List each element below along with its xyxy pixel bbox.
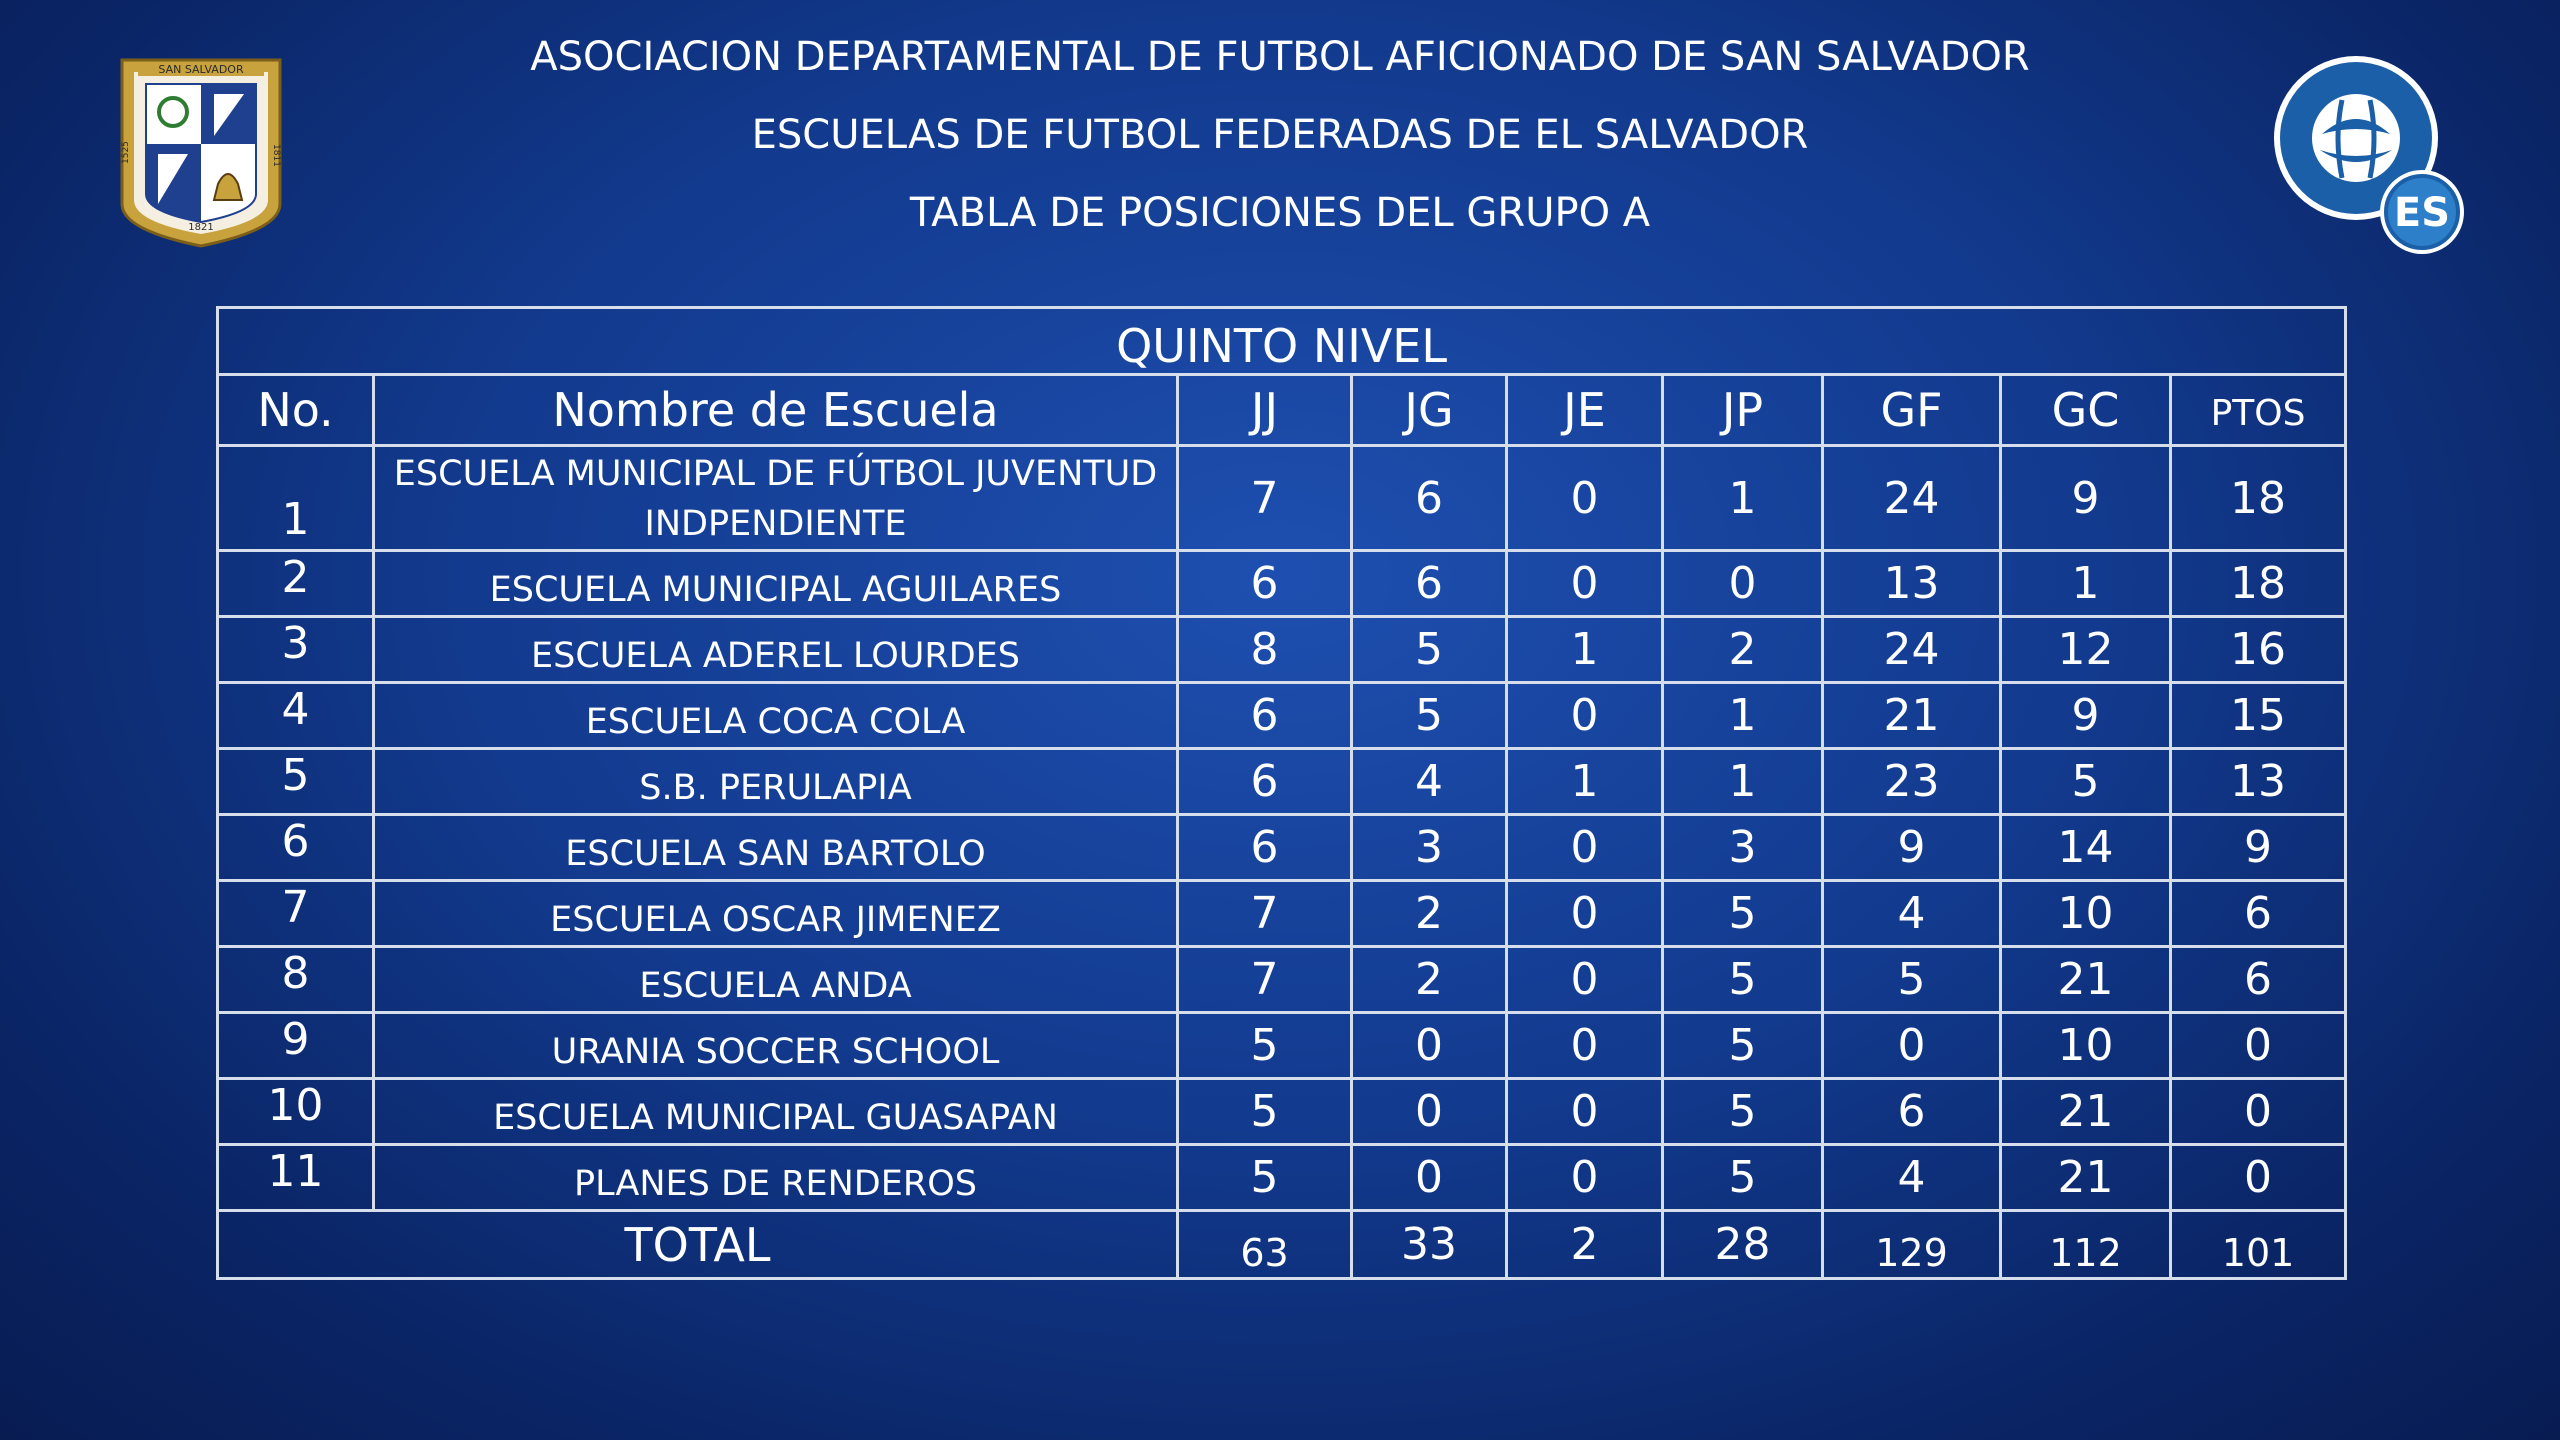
cell-gc: 21 <box>2001 947 2171 1013</box>
cell-gc: 9 <box>2001 446 2171 551</box>
cell-gf: 0 <box>1823 1013 2001 1079</box>
cell-je: 0 <box>1507 881 1663 947</box>
cell-jj: 5 <box>1178 1079 1352 1145</box>
cell-jj: 6 <box>1178 815 1352 881</box>
cell-je: 0 <box>1507 551 1663 617</box>
cell-jp: 1 <box>1663 749 1823 815</box>
standings-table <box>216 306 2347 1280</box>
table-total-row <box>218 1211 2346 1279</box>
total-jg: 33 <box>1352 1211 1507 1279</box>
cell-ptos: 0 <box>2171 1013 2346 1079</box>
cell-je: 1 <box>1507 617 1663 683</box>
cell-je: 0 <box>1507 1079 1663 1145</box>
cell-jg: 5 <box>1352 617 1507 683</box>
cell-gf: 24 <box>1823 617 2001 683</box>
school-name-line: ESCUELA MUNICIPAL DE FÚTBOL JUVENTUD <box>393 454 1158 494</box>
cell-ptos: 18 <box>2171 446 2346 551</box>
cell-ptos: 16 <box>2171 617 2346 683</box>
cell-je: 0 <box>1507 446 1663 551</box>
school-name: ESCUELA MUNICIPAL GUASAPAN <box>374 1079 1178 1145</box>
table-row <box>218 683 2346 749</box>
school-name: ESCUELA ANDA <box>374 947 1178 1013</box>
svg-text:1525: 1525 <box>121 141 131 164</box>
cell-je: 0 <box>1507 1145 1663 1211</box>
row-number: 9 <box>218 1013 374 1079</box>
cell-je: 0 <box>1507 947 1663 1013</box>
cell-gc: 21 <box>2001 1145 2171 1211</box>
cell-jj: 5 <box>1178 1145 1352 1211</box>
total-jj: 63 <box>1178 1211 1352 1279</box>
federacion-salvadorena-de-futbol-logo <box>2272 54 2468 260</box>
cell-ptos: 13 <box>2171 749 2346 815</box>
table-row <box>218 1079 2346 1145</box>
cell-jp: 1 <box>1663 683 1823 749</box>
column-header-gf: GF <box>1823 375 2001 446</box>
cell-jj: 6 <box>1178 749 1352 815</box>
cell-gc: 9 <box>2001 683 2171 749</box>
cell-gf: 6 <box>1823 1079 2001 1145</box>
total-jp: 28 <box>1663 1211 1823 1279</box>
svg-text:1821: 1821 <box>188 222 214 233</box>
column-header-gc: GC <box>2001 375 2171 446</box>
column-header-je: JE <box>1507 375 1663 446</box>
cell-jg: 4 <box>1352 749 1507 815</box>
cell-ptos: 9 <box>2171 815 2346 881</box>
table-title: QUINTO NIVEL <box>218 308 2346 375</box>
table-row <box>218 815 2346 881</box>
cell-ptos: 0 <box>2171 1079 2346 1145</box>
cell-jg: 0 <box>1352 1013 1507 1079</box>
column-header-school-name: Nombre de Escuela <box>374 375 1178 446</box>
cell-jp: 0 <box>1663 551 1823 617</box>
total-je: 2 <box>1507 1211 1663 1279</box>
school-name: ESCUELA SAN BARTOLO <box>374 815 1178 881</box>
school-name: ESCUELA COCA COLA <box>374 683 1178 749</box>
school-name: ESCUELA OSCAR JIMENEZ <box>374 881 1178 947</box>
cell-je: 1 <box>1507 749 1663 815</box>
cell-jp: 5 <box>1663 947 1823 1013</box>
cell-jj: 5 <box>1178 1013 1352 1079</box>
cell-ptos: 6 <box>2171 881 2346 947</box>
cell-jj: 6 <box>1178 551 1352 617</box>
row-number: 7 <box>218 881 374 947</box>
cell-gc: 10 <box>2001 1013 2171 1079</box>
column-header-jp: JP <box>1663 375 1823 446</box>
cell-jg: 0 <box>1352 1079 1507 1145</box>
cell-gc: 14 <box>2001 815 2171 881</box>
table-row <box>218 617 2346 683</box>
cell-jp: 5 <box>1663 881 1823 947</box>
school-name: ESCUELA ADEREL LOURDES <box>374 617 1178 683</box>
total-ptos: 101 <box>2171 1211 2346 1279</box>
row-number: 2 <box>218 551 374 617</box>
cell-jg: 2 <box>1352 881 1507 947</box>
cell-jp: 2 <box>1663 617 1823 683</box>
row-number: 4 <box>218 683 374 749</box>
header-title-schools: ESCUELAS DE FUTBOL FEDERADAS DE EL SALVADOR <box>751 112 1809 158</box>
cell-jg: 6 <box>1352 551 1507 617</box>
column-header-jj: JJ <box>1178 375 1352 446</box>
table-row <box>218 1013 2346 1079</box>
cell-gc: 21 <box>2001 1079 2171 1145</box>
column-header-ptos: PTOS <box>2171 375 2346 446</box>
cell-jg: 5 <box>1352 683 1507 749</box>
cell-gf: 5 <box>1823 947 2001 1013</box>
cell-jj: 8 <box>1178 617 1352 683</box>
school-name: PLANES DE RENDEROS <box>374 1145 1178 1211</box>
row-number: 1 <box>218 446 374 551</box>
cell-ptos: 15 <box>2171 683 2346 749</box>
cell-jg: 3 <box>1352 815 1507 881</box>
cell-jp: 1 <box>1663 446 1823 551</box>
table-row <box>218 881 2346 947</box>
school-name: ESCUELA MUNICIPAL AGUILARES <box>374 551 1178 617</box>
school-name: S.B. PERULAPIA <box>374 749 1178 815</box>
total-gf: 129 <box>1823 1211 2001 1279</box>
cell-jp: 5 <box>1663 1013 1823 1079</box>
svg-text:SAN SALVADOR: SAN SALVADOR <box>158 63 244 76</box>
cell-jp: 3 <box>1663 815 1823 881</box>
cell-gf: 4 <box>1823 1145 2001 1211</box>
total-gc: 112 <box>2001 1211 2171 1279</box>
table-row <box>218 446 2346 551</box>
table-row <box>218 749 2346 815</box>
table-row <box>218 1145 2346 1211</box>
cell-ptos: 0 <box>2171 1145 2346 1211</box>
cell-jj: 7 <box>1178 881 1352 947</box>
row-number: 11 <box>218 1145 374 1211</box>
cell-gf: 21 <box>1823 683 2001 749</box>
cell-gc: 1 <box>2001 551 2171 617</box>
total-label: TOTAL <box>218 1211 1178 1279</box>
cell-jp: 5 <box>1663 1145 1823 1211</box>
school-name: URANIA SOCCER SCHOOL <box>374 1013 1178 1079</box>
cell-gf: 4 <box>1823 881 2001 947</box>
header-title-standings: TABLA DE POSICIONES DEL GRUPO A <box>909 190 1651 236</box>
cell-gf: 9 <box>1823 815 2001 881</box>
row-number: 6 <box>218 815 374 881</box>
column-header-no: No. <box>218 375 374 446</box>
cell-gc: 10 <box>2001 881 2171 947</box>
row-number: 8 <box>218 947 374 1013</box>
school-name <box>374 446 1178 551</box>
cell-ptos: 6 <box>2171 947 2346 1013</box>
cell-ptos: 18 <box>2171 551 2346 617</box>
cell-gf: 13 <box>1823 551 2001 617</box>
cell-jg: 0 <box>1352 1145 1507 1211</box>
svg-text:ES: ES <box>2393 190 2451 236</box>
school-name-line: INDPENDIENTE <box>644 504 907 544</box>
row-number: 10 <box>218 1079 374 1145</box>
cell-jg: 6 <box>1352 446 1507 551</box>
cell-jj: 7 <box>1178 947 1352 1013</box>
row-number: 3 <box>218 617 374 683</box>
cell-je: 0 <box>1507 683 1663 749</box>
cell-jj: 7 <box>1178 446 1352 551</box>
cell-jg: 2 <box>1352 947 1507 1013</box>
cell-gc: 12 <box>2001 617 2171 683</box>
table-row <box>218 947 2346 1013</box>
cell-gf: 24 <box>1823 446 2001 551</box>
san-salvador-crest-icon <box>118 54 284 250</box>
svg-text:1811: 1811 <box>271 144 281 167</box>
cell-je: 0 <box>1507 815 1663 881</box>
header-title-association: ASOCIACION DEPARTAMENTAL DE FUTBOL AFICIONADO DE SAN SALVADOR <box>530 34 2030 80</box>
column-header-jg: JG <box>1352 375 1507 446</box>
cell-gc: 5 <box>2001 749 2171 815</box>
cell-je: 0 <box>1507 1013 1663 1079</box>
table-row <box>218 551 2346 617</box>
cell-jj: 6 <box>1178 683 1352 749</box>
cell-jp: 5 <box>1663 1079 1823 1145</box>
cell-gf: 23 <box>1823 749 2001 815</box>
row-number: 5 <box>218 749 374 815</box>
